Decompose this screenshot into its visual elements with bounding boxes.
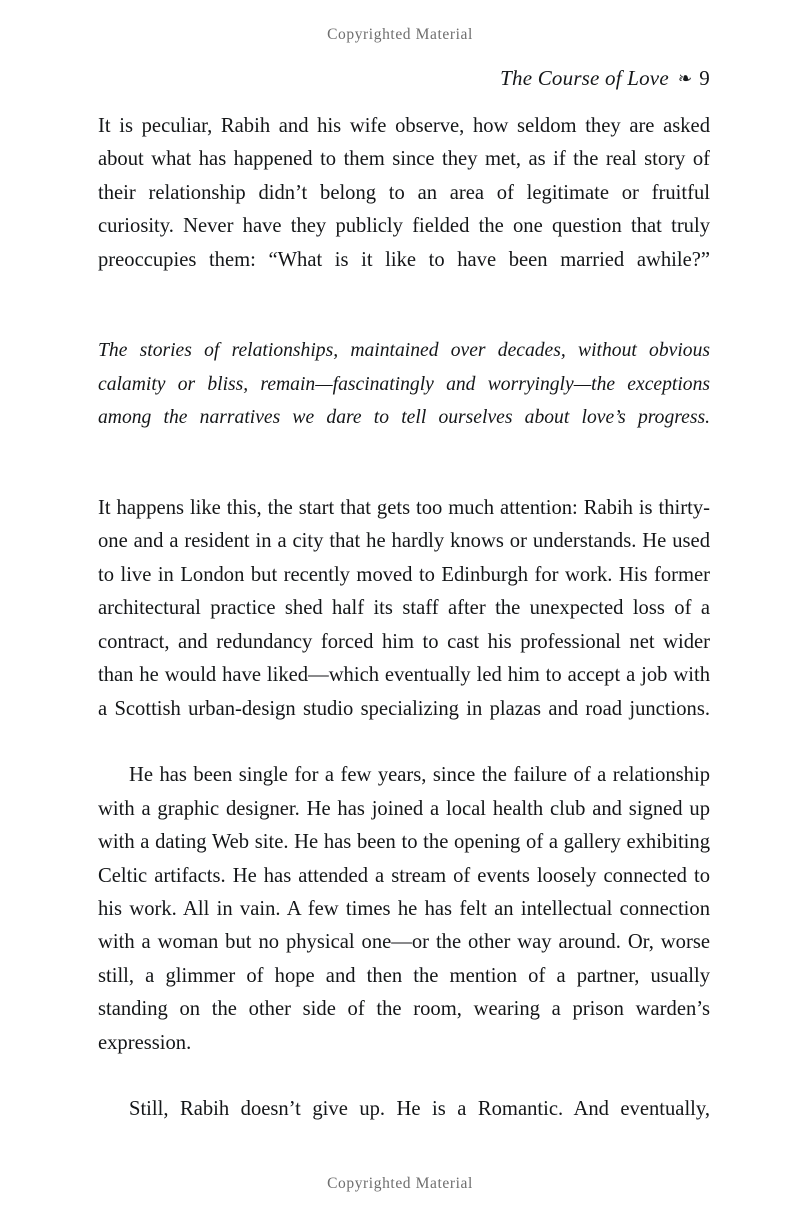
leaf-ornament-icon: ❧	[677, 69, 693, 88]
paragraph-closing: Still, Rabih doesn’t give up. He is a Romantic. And eventually,	[129, 1098, 710, 1121]
paragraph-backstory: It happens like this, the start that gets too much attention: Rabih is thirty-one and a resident in a city that he hardly knows or understands. He used to live in London but recently moved to Edinburgh for work. His former architectural practice shed half its staff after the unexpected loss of a contract, and redundancy forced him to cast his professional net wider than he would have liked—which eventually led him to accept a job with a Scottish urban-design studio specializing in plazas and road junctions.	[98, 497, 710, 720]
copyright-notice-bottom: Copyrighted Material	[327, 1175, 473, 1192]
page-number: 9	[699, 66, 710, 90]
paragraph-opening: It is peculiar, Rabih and his wife observe, how seldom they are asked about what has happened to them since they met, as if the real story of their relationship didn’t belong to an area of legitimate or fruitful curiosity. Never have they publicly fielded the one question that truly preoccupies them: “What is it like to have been married awhile?”	[98, 115, 710, 271]
running-head-title: The Course of Love	[500, 66, 669, 90]
spacer	[98, 468, 710, 492]
spacer	[98, 310, 710, 334]
paragraph-single-life: He has been single for a few years, since the failure of a relationship with a graphic designer. He has joined a local health club and signed up with a dating Web site. He has been to the opening of a gallery exhibiting Celtic artifacts. He has attended a stream of events loosely connected to his work. All in vain. A few times he has felt an intellectual connection with a woman but no physical one—or the other way around. Or, worse still, a glimmer of hope and then the mention of a partner, usually standing on the other side of the room, wearing a prison warden’s expression.	[98, 764, 710, 1054]
pull-quote-italic: The stories of relationships, maintained over decades, without obvious calamity or bliss, remain—fascinatingly and worryingly—the exceptions among the narratives we dare to tell ourselves about love’s progress.	[98, 340, 710, 429]
running-head	[500, 66, 710, 91]
copyright-notice-top: Copyrighted Material	[327, 26, 473, 43]
body-text-column	[98, 110, 710, 1160]
